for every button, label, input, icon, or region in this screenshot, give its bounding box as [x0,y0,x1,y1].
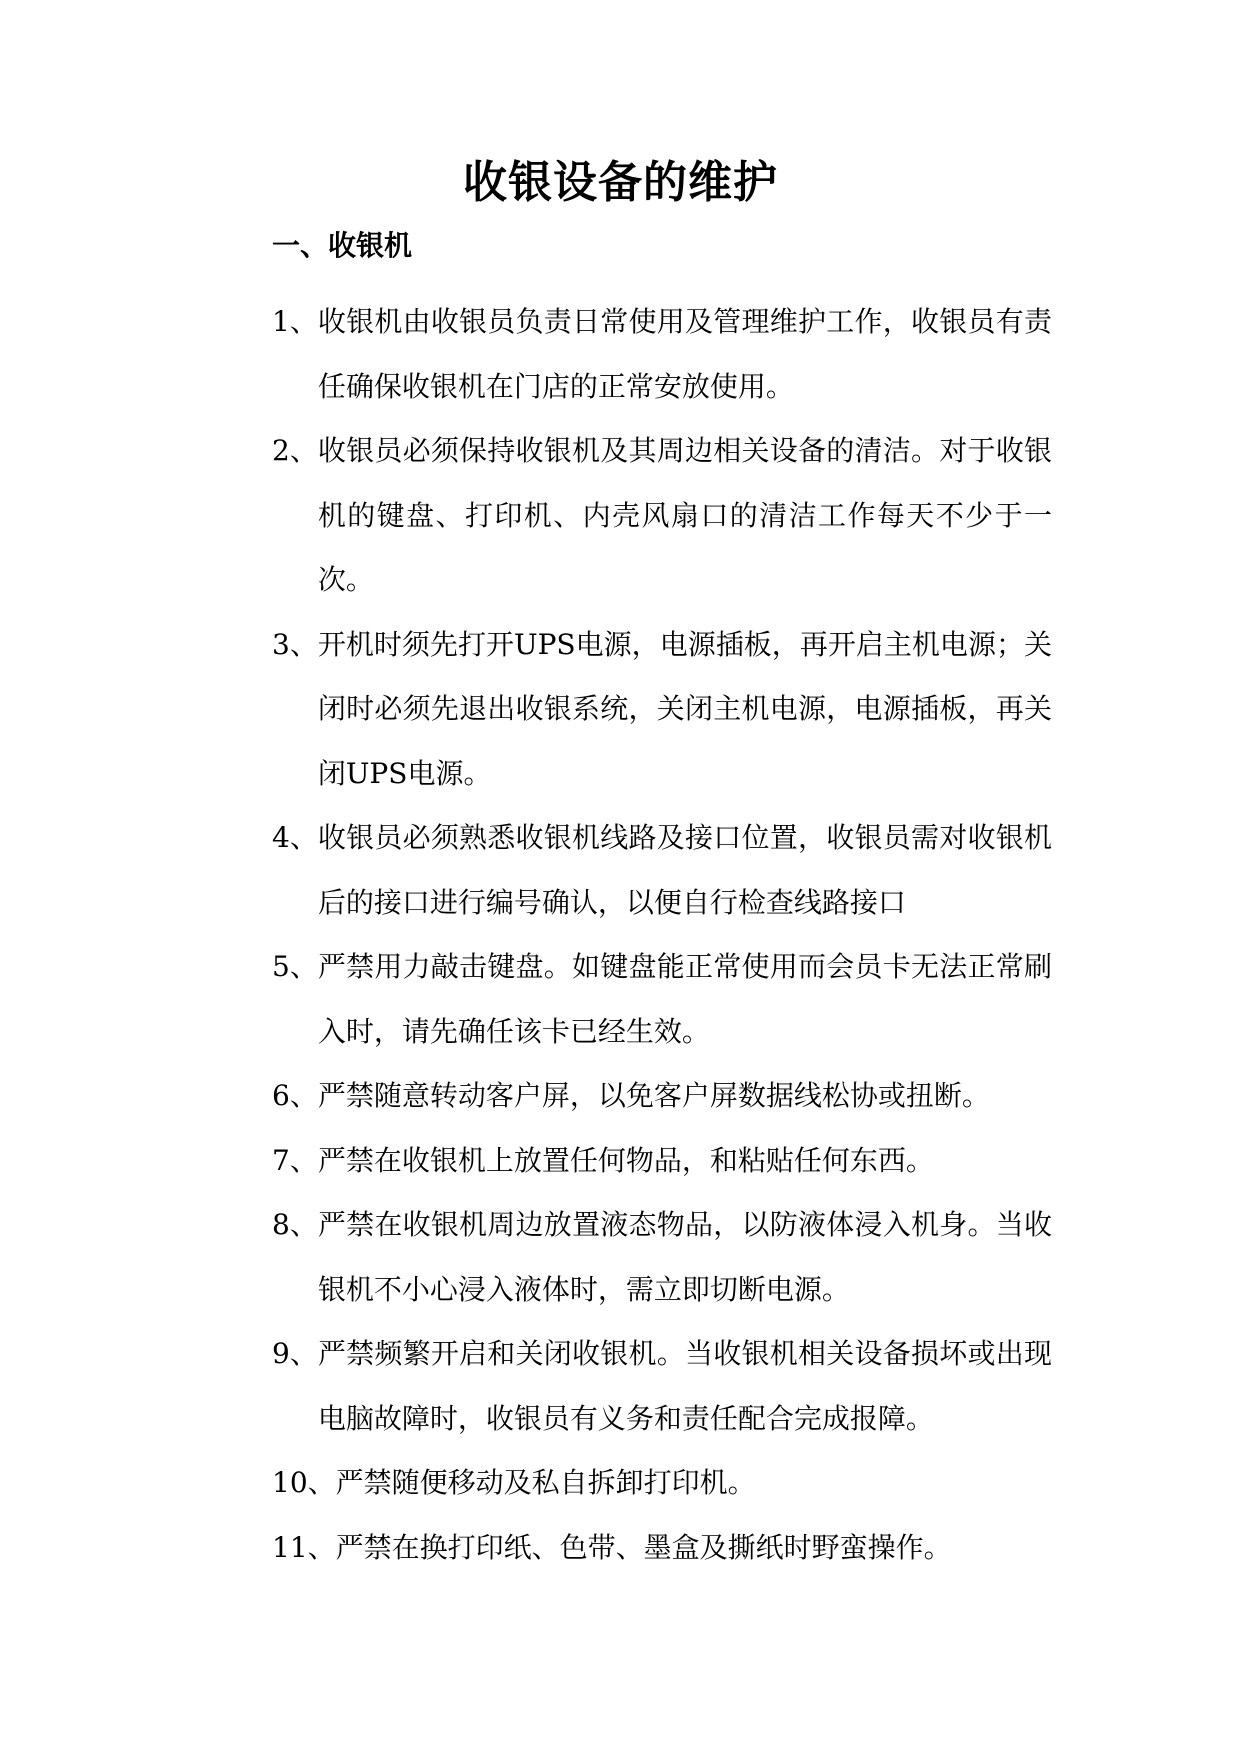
item-number: 7、 [272,1143,318,1177]
item-number: 9、 [272,1337,318,1370]
item-text: 严禁在收银机上放置任何物品，和粘贴任何东西。 [317,1143,934,1177]
list-item [272,1064,1052,1129]
item-number: 3、 [272,627,318,661]
item-number: 1、 [272,305,318,338]
list-item [272,613,1052,807]
item-text: 严禁频繁开启和关闭收银机。当收银机相关设备损坏或出现电脑故障时，收银员有义务和责任配合完成报障。 [317,1337,1052,1435]
item-text: 严禁随意转动客户屏，以免客户屏数据线松协或扭断。 [317,1079,990,1112]
item-number: 4、 [272,821,318,854]
item-number: 8、 [272,1208,318,1241]
list-item [272,290,1052,419]
item-text: 开机时须先打开UPS电源，电源插板，再开启主机电源；关闭时必须先退出收银系统，关闭主机电源，电源插板，再关闭UPS电源。 [317,627,1052,790]
item-number: 10、 [272,1466,336,1499]
item-number: 6、 [272,1079,318,1112]
page-title: 收银设备的维护 [463,157,778,208]
maintenance-rules-list [272,290,1052,1580]
item-text: 严禁在换打印纸、色带、墨盒及撕纸时野蛮操作。 [335,1530,952,1564]
list-item [272,1193,1052,1322]
list-item [272,1129,1052,1194]
item-text: 严禁用力敲击键盘。如键盘能正常使用而会员卡无法正常刷入时，请先确任该卡已经生效。 [317,950,1052,1048]
section-heading: 一、收银机 [272,229,413,262]
item-text: 收银机由收银员负责日常使用及管理维护工作，收银员有责任确保收银机在门店的正常安放使用。 [317,305,1052,403]
item-text: 严禁在收银机周边放置液态物品，以防液体浸入机身。当收银机不小心浸入液体时，需立即切断电源。 [317,1208,1052,1306]
item-number: 11、 [272,1530,336,1564]
item-number: 5、 [272,950,318,983]
list-item [272,1451,1052,1516]
list-item [272,419,1052,613]
list-item [272,806,1052,935]
item-text: 收银员必须熟悉收银机线路及接口位置，收银员需对收银机后的接口进行编号确认，以便自行检查线路接口 [317,821,1052,919]
item-text: 严禁随便移动及私自拆卸打印机。 [335,1466,756,1499]
list-item [272,935,1052,1064]
list-item [272,1516,1052,1581]
list-item [272,1322,1052,1451]
item-text: 收银员必须保持收银机及其周边相关设备的清洁。对于收银机的键盘、打印机、内壳风扇口的清洁工作每天不少于一次。 [317,434,1052,596]
item-number: 2、 [272,434,318,467]
